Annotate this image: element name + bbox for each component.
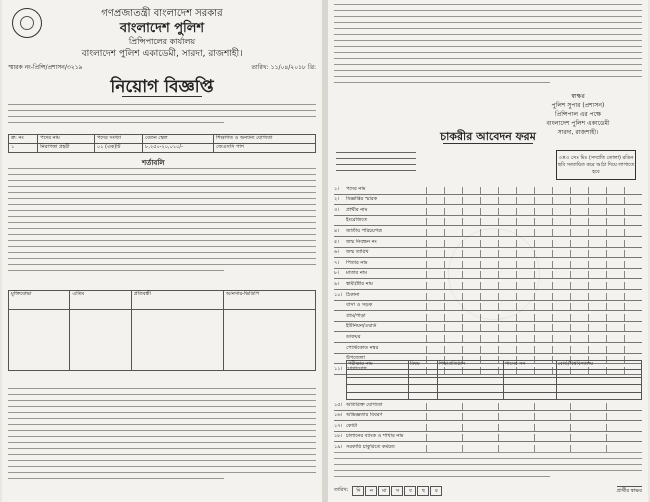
field-label: যোগাযোগ (346, 365, 367, 372)
field-number: ১৯। (334, 443, 343, 450)
quota-header-cell: মুক্তিযোদ্ধা (9, 291, 70, 310)
form-row (334, 432, 642, 443)
field-input[interactable] (426, 403, 642, 410)
field-number: ১। (334, 185, 340, 192)
date-cell[interactable]: ছ (417, 486, 429, 496)
field-number: ৬। (334, 249, 340, 256)
date-cell[interactable]: স (391, 486, 403, 496)
field-input[interactable] (426, 424, 642, 431)
signature-line: সারদা, রাজশাহী। (557, 129, 599, 136)
title-underline (122, 96, 202, 97)
field-number: ১৭। (334, 422, 343, 429)
signature-line: স্বাক্ষর (571, 93, 585, 100)
edu-header-cell: শিক্ষাপ্রতিষ্ঠান (437, 361, 503, 370)
field-label: সরকারি চাকুরিতে কর্মরত (346, 443, 395, 450)
quota-table (8, 290, 316, 371)
address-line: বাংলাদেশ পুলিশ একাডেমী, সারদা, রাজশাহী। (81, 49, 243, 59)
form-row (334, 216, 642, 227)
table-header-cell: পদের সংখ্যা (94, 135, 142, 144)
field-label: ঠিকানা (346, 291, 360, 298)
form-stub-lines (336, 152, 416, 176)
table-cell: ৮,২৫০-২০,০১০/- (143, 144, 214, 153)
table-cell: জেএসসি পাশ (214, 144, 316, 153)
memo-line (8, 62, 316, 73)
conditions-heading: শর্তাবলি (142, 159, 165, 167)
form-title-underline (443, 143, 533, 144)
photo-box: ৩×৩ সেঃ মিঃ (সম্প্রতি তোলা) রঙিন ছবি সত্যায়িত করে আঠা দিয়ে লাগাতে হবে (556, 150, 636, 180)
quota-header-cell: আনসার-ভিডিপি (223, 291, 315, 310)
date-label: তারিখ: (334, 487, 349, 493)
field-label: পিতার নাম (346, 259, 368, 266)
bottom-fields (334, 400, 642, 453)
field-label: বিজ্ঞপ্তির স্মারক (346, 196, 378, 203)
date-cell[interactable]: দি (352, 486, 364, 496)
field-number: ১৮। (334, 433, 343, 440)
date-cell[interactable]: ব (404, 486, 416, 496)
field-number: ৫। (334, 238, 340, 245)
field-label: গ্রাম/পাড়া (346, 312, 366, 319)
table-cell: নিরাপত্তা প্রহরী (38, 144, 95, 153)
signature-line: প্রিন্সিপাল এর পক্ষে (555, 111, 601, 118)
memo-number: স্মারক নং-প্রিন্সি/প্রশাসন/৩২১৯ (8, 64, 83, 71)
table-header-cell: বেতন স্কেল (143, 135, 214, 144)
field-label: ইংরেজিতে (346, 217, 368, 224)
form-row (334, 421, 642, 432)
notice-title: নিয়োগ বিজ্ঞপ্তি (110, 77, 214, 97)
table-header-cell: ক্র: নং (9, 135, 38, 144)
vacancy-table (8, 134, 316, 153)
field-label: উপজেলা (346, 355, 365, 362)
field-number: ১১। (334, 365, 343, 372)
field-label: কোটা (346, 422, 358, 429)
field-number: ৪। (334, 227, 340, 234)
table-cell: ১ (9, 144, 38, 153)
form-row (334, 195, 642, 206)
intro-paragraph (8, 104, 316, 128)
field-number: ১০। (334, 291, 343, 298)
field-label: অভিজ্ঞতার বিবরণ (346, 412, 383, 419)
signature-line: বাংলাদেশ পুলিশ একাডেমী (546, 120, 610, 127)
field-number: ১৫। (334, 401, 343, 408)
field-input[interactable] (426, 445, 642, 452)
field-label: পদের নাম (346, 185, 366, 192)
form-row (334, 184, 642, 195)
field-input[interactable] (426, 229, 642, 236)
field-input[interactable] (426, 324, 642, 331)
field-label: অতিরিক্ত যোগ্যতা (346, 401, 383, 408)
field-label: মাতার নাম (346, 270, 367, 277)
edu-header-cell: বোর্ড/বিশ্ববিদ্যালয় (556, 361, 641, 370)
field-input[interactable] (426, 314, 642, 321)
field-input[interactable] (426, 208, 642, 215)
field-label: জন্ম তারিখ (346, 249, 369, 256)
signature-label: প্রার্থীর স্বাক্ষর (616, 488, 642, 494)
field-number: ৮। (334, 270, 340, 277)
form-row (334, 400, 642, 411)
table-header-cell: শিক্ষাগত ও অন্যান্য যোগ্যতা (214, 135, 316, 144)
form-row (334, 411, 642, 422)
edu-header-cell: বিষয় (408, 361, 437, 370)
field-input[interactable] (426, 434, 642, 441)
field-input[interactable] (426, 346, 642, 353)
field-label: চালানের ব্যাংক ও শাখার নাম (346, 433, 404, 440)
field-input[interactable] (426, 218, 642, 225)
field-label: জন্ম নিবন্ধন নং (346, 238, 377, 245)
form-row (334, 332, 642, 343)
office-line: প্রিন্সিপালের কার্যালয় (128, 37, 196, 46)
field-label: বাসা ও সড়ক (346, 302, 373, 309)
form-row (334, 343, 642, 354)
form-row (334, 205, 642, 216)
field-number: ১৬। (334, 412, 343, 419)
field-number: ৩। (334, 206, 340, 213)
signature-line: পুলিশ সুপার (প্রশাসন) (551, 102, 605, 109)
field-input[interactable] (426, 187, 642, 194)
date-cell[interactable]: র (430, 486, 442, 496)
field-number: ৯। (334, 280, 340, 287)
conditions-text (8, 168, 316, 276)
field-number: ২। (334, 196, 340, 203)
field-input[interactable] (426, 335, 642, 342)
table-cell: ০১ (এক)টি (94, 144, 142, 153)
field-input[interactable] (426, 413, 642, 420)
field-label: জাতীয় পরিচয়পত্র (346, 227, 382, 234)
date-cell[interactable]: মা (378, 486, 390, 496)
field-label: প্রার্থীর নাম (346, 206, 368, 213)
form-title: চাকরীর আবেদন ফরম (440, 130, 536, 143)
table-header-cell: পদের নাম (38, 135, 95, 144)
watermark-seal (448, 228, 540, 320)
field-label: ইউনিয়ন/ওয়ার্ড (346, 323, 377, 330)
date-cell[interactable]: ন (365, 486, 377, 496)
memo-date: তারিখ: ১১/০৪/২০১৮ খ্রি: (251, 64, 316, 71)
edu-header-cell: পাসের সন (503, 361, 556, 370)
field-input[interactable] (426, 197, 642, 204)
field-label: স্বামী/স্ত্রীর নাম (346, 280, 373, 287)
field-label: ডাকঘর (346, 333, 361, 340)
quota-header-cell: প্রতিবন্ধী (131, 291, 223, 310)
instructions-text (8, 388, 316, 484)
notice-page (2, 0, 322, 502)
declaration-text (334, 452, 642, 482)
edu-header-cell: পরীক্ষার নাম (347, 361, 409, 370)
quota-header-cell: এতিম (70, 291, 131, 310)
field-number: ৭। (334, 259, 340, 266)
education-table (346, 360, 642, 400)
field-label: পোস্টকোড নম্বর (346, 344, 379, 351)
date-signature-row (334, 486, 642, 496)
application-form-page (328, 0, 648, 502)
govt-line: গণপ্রজাতন্ত্রী বাংলাদেশ সরকার (101, 8, 223, 19)
org-name: বাংলাদেশ পুলিশ (119, 21, 205, 36)
form-row (334, 322, 642, 333)
